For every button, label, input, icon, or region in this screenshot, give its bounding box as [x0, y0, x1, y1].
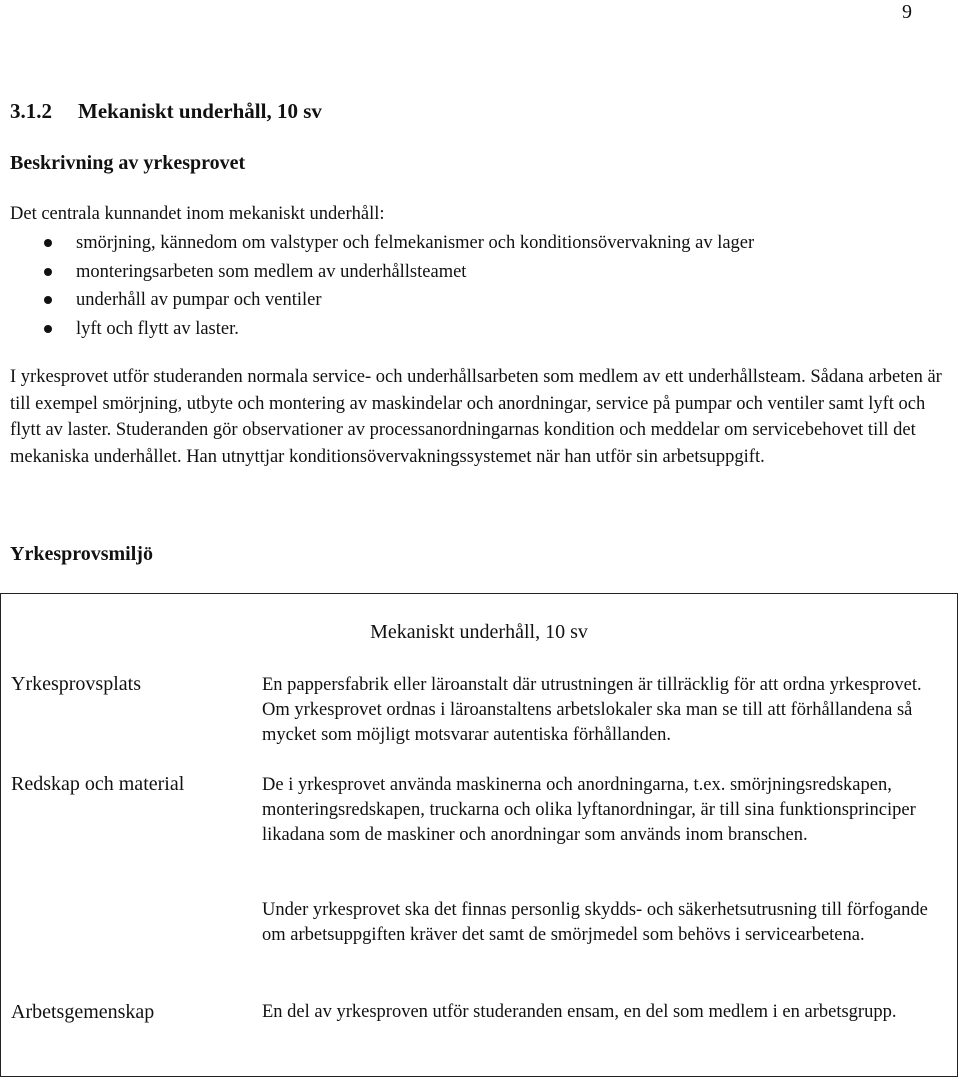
list-item: smörjning, kännedom om valstyper och felmekanismer och konditionsövervakning av lager	[10, 229, 754, 258]
list-item: underhåll av pumpar och ventiler	[10, 286, 754, 315]
bullet-icon	[44, 239, 52, 247]
description-intro: Det centrala kunnandet inom mekaniskt underhåll:	[10, 204, 385, 224]
description-paragraph: I yrkesprovet utför studeranden normala service- och underhållsarbeten som medlem av ett underhållsteam. Sådana arbeten är till exempel smörjning, utbyte och montering av maskindelar och anordningar, service på pumpar och ventiler samt lyft och flytt av laster. Studeranden gör observationer av processanordningarnas kondition och meddelar om servicebehovet till det mekaniska underhållet. Han utnyttjar konditionsövervakningssystemet när han utför sin arbetsuppgift.	[10, 367, 942, 467]
table-title: Mekaniskt underhåll, 10 sv	[370, 621, 588, 643]
bullet-icon	[44, 296, 52, 304]
row-text-skyddsutrustning: Under yrkesprovet ska det finnas personlig skydds- och säkerhetsutrusning till förfogande om arbetsuppgiften kräver det samt de smörjmedel som behövs i servicearbetena.	[262, 900, 928, 945]
section-heading	[10, 97, 322, 125]
list-item: lyft och flytt av laster.	[10, 315, 754, 344]
description-heading: Beskrivning av yrkesprovet	[10, 152, 246, 174]
row-label-redskap: Redskap och material	[11, 773, 185, 795]
row-text-redskap: De i yrkesprovet använda maskinerna och anordningarna, t.ex. smörjningsredskapen, monteringsredskapen, truckarna och olika lyftanordningar, är till sina funktionsprinciper likadana som de maskiner och anordningar som används inom branschen.	[262, 775, 916, 845]
row-text-arbetsgemenskap: En del av yrkesproven utför studeranden ensam, en del som medlem i en arbetsgrupp.	[262, 1002, 897, 1022]
competence-list	[10, 229, 754, 343]
environment-heading: Yrkesprovsmiljö	[10, 543, 153, 565]
section-number: 3.1.2	[10, 99, 52, 123]
row-label-yrkesprovsplats: Yrkesprovsplats	[11, 673, 141, 695]
bullet-icon	[44, 268, 52, 276]
row-label-arbetsgemenskap: Arbetsgemenskap	[11, 1001, 155, 1023]
bullet-icon	[44, 325, 52, 333]
row-text-yrkesprovsplats: En pappersfabrik eller läroanstalt där utrustningen är tillräcklig för att ordna yrkesprovet. Om yrkesprovet ordnas i läroanstaltens arbetslokaler ska man se till att förhållandena så mycket som möjligt motsvarar autentiska förhållanden.	[262, 675, 922, 745]
environment-table	[0, 593, 958, 1077]
section-title: Mekaniskt underhåll, 10 sv	[78, 99, 322, 123]
page-number: 9	[902, 1, 912, 23]
list-item: monteringsarbeten som medlem av underhållsteamet	[10, 258, 754, 287]
